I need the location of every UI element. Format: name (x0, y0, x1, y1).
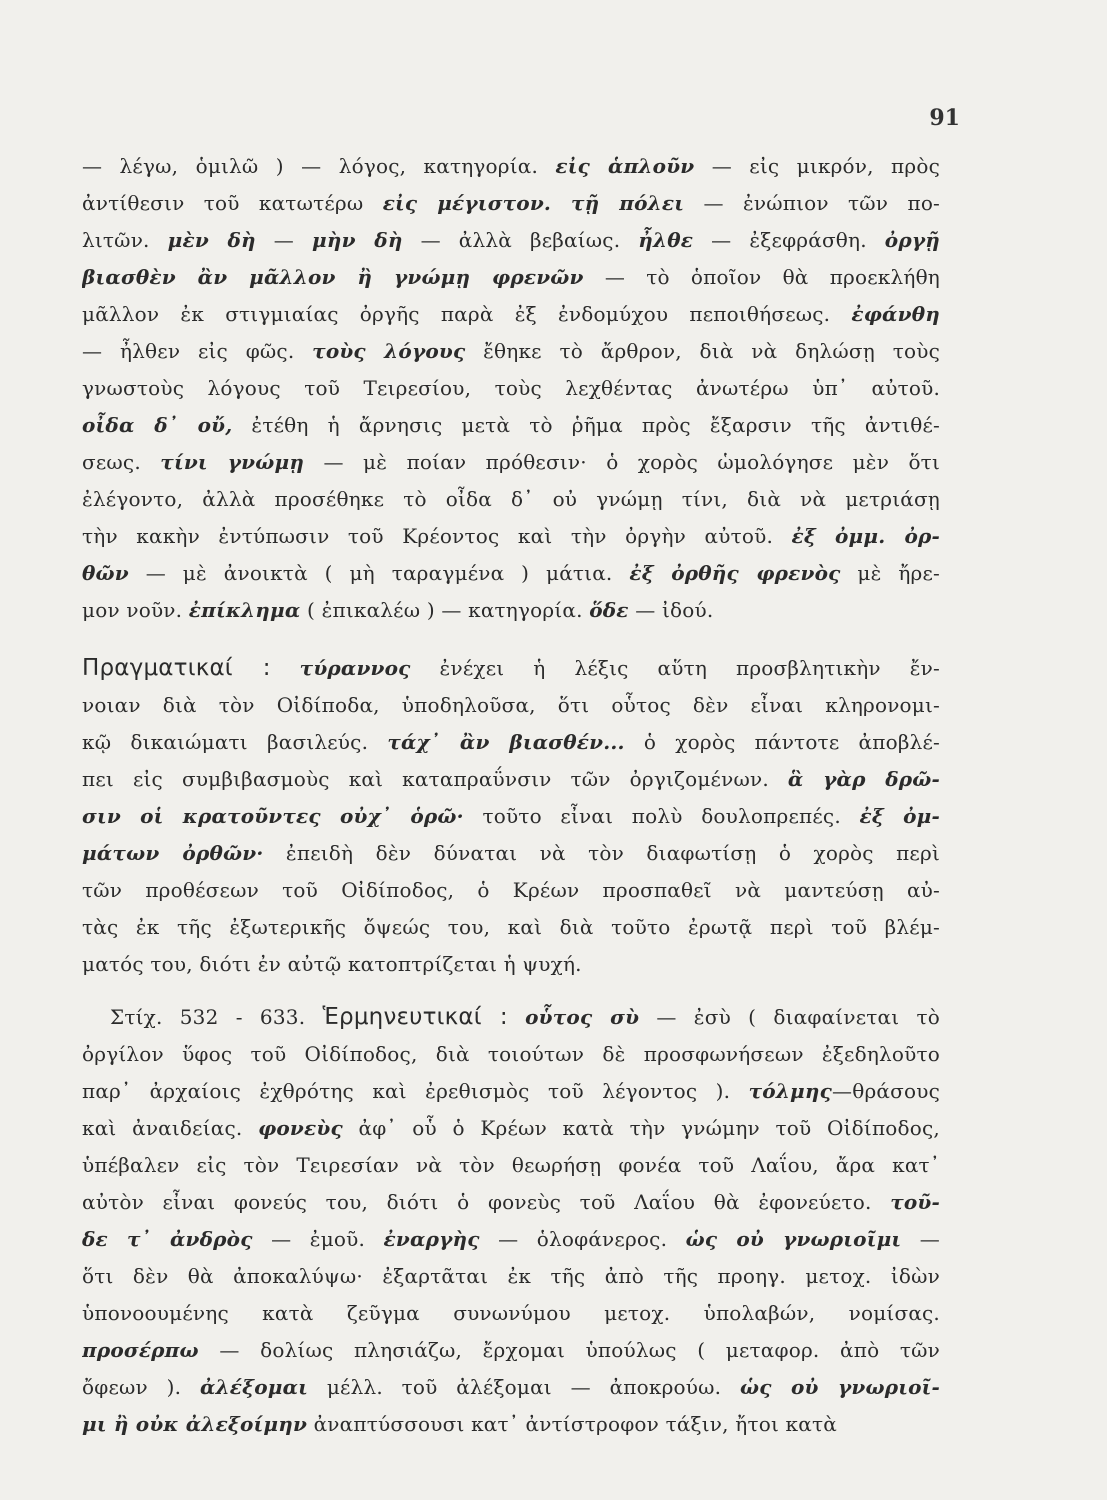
text-run: — εἰς μικρόν, πρὸς (694, 154, 940, 178)
lemma-term: οἶδα δ᾽ οὔ, (82, 413, 233, 437)
text-run: — ἐξεφράσθη. (693, 228, 885, 252)
text-run: — ἐσὺ ( διαφαίνεται τὸ (639, 1005, 940, 1029)
text-run: — δολίως πλησιάζω, ἔρχομαι ὑπούλως ( μεταφορ. ἀπὸ τῶν (198, 1338, 940, 1362)
text-line (82, 1110, 940, 1147)
text-run: — τὸ ὁποῖον θὰ προεκλήθη (583, 265, 940, 289)
text-run: — λέγω, ὁμιλῶ ) — λόγος, κατηγορία. (82, 154, 556, 178)
lemma-term: δε τ᾽ ἀνδρὸς (82, 1227, 253, 1251)
text-block-glossary (82, 148, 940, 629)
text-line (82, 555, 940, 592)
lemma-term: σιν οἱ κρατοῦντες οὐχ᾽ ὁρῶ· (82, 804, 464, 828)
lemma-term: ἐπίκλημα (188, 598, 301, 622)
text-run: ἀντίθεσιν τοῦ κατωτέρω (82, 191, 383, 215)
text-line (82, 296, 940, 333)
text-run: ἀφ᾽ οὗ ὁ Κρέων κατὰ τὴν γνώμην τοῦ Οἰδίποδος, (342, 1116, 940, 1140)
text-line (82, 148, 940, 185)
text-line (82, 872, 940, 909)
lemma-term: τάχ᾽ ἂν βιασθέν... (387, 730, 625, 754)
text-line (82, 909, 940, 946)
text-run: τὰς ἐκ τῆς ἐξωτερικῆς ὄψεώς του, καὶ διὰ τοῦτο ἐρωτᾷ περὶ τοῦ βλέμ- (82, 915, 940, 939)
lemma-term: ἐναργὴς (383, 1227, 480, 1251)
lemma-term: προσέρπω (82, 1338, 199, 1362)
text-block-pragmatikai (82, 650, 940, 983)
text-line (82, 1295, 940, 1332)
text-block-hermeneutikai (82, 999, 940, 1443)
text-line (82, 1184, 940, 1221)
page-number: 91 (929, 105, 960, 131)
lemma-term: ἐξ ὀμ- (859, 804, 940, 828)
lemma-term: μὴν δὴ (312, 228, 403, 252)
text-line (82, 1369, 940, 1406)
text-run: ἔθηκε τὸ ἄρθρον, διὰ νὰ δηλώσῃ τοὺς (465, 339, 940, 363)
lemma-term: οὗτος σὺ (525, 1005, 640, 1029)
text-run: ματός του, διότι ἐν αὐτῷ κατοπτρίζεται ἡ ψυχή. (82, 952, 582, 976)
lemma-term: ἐφάνθη (851, 302, 940, 326)
text-line (82, 259, 940, 296)
text-line (82, 1258, 940, 1295)
text-run: — ὁλοφάνερος. (479, 1227, 686, 1251)
lemma-term: μι ἢ οὐκ ἀλεξοίμην (82, 1412, 308, 1436)
text-run: γνωστοὺς λόγους τοῦ Τειρεσίου, τοὺς λεχθέντας ἀνωτέρω ὑπ᾽ αὐτοῦ. (82, 376, 940, 400)
text-line (82, 407, 940, 444)
lemma-term: ἐξ ὀρθῆς φρενὸς (629, 561, 841, 585)
lemma-term: εἰς ἁπλοῦν (555, 154, 695, 178)
text-line (82, 1073, 940, 1110)
text-run: — ἐνώπιον τῶν πο- (684, 191, 940, 215)
text-run: πει εἰς συμβιβασμοὺς καὶ καταπραΰνσιν τῶν ὀργιζομένων. (82, 767, 788, 791)
text-run: μὲ ἤρε- (840, 561, 940, 585)
text-line (82, 444, 940, 481)
lemma-term: ἦλθε (638, 228, 694, 252)
text-line (82, 761, 940, 798)
text-line (82, 687, 940, 724)
text-line (82, 518, 940, 555)
lemma-term: τοῦ- (890, 1190, 940, 1214)
text-run: τῶν προθέσεων τοῦ Οἰδίποδος, ὁ Κρέων προσπαθεῖ νὰ μαντεύσῃ αὐ- (82, 878, 940, 902)
text-run: μον νοῦν. (82, 598, 189, 622)
lemma-term: φονεὺς (258, 1116, 343, 1140)
lemma-term: ἃ γὰρ δρῶ- (787, 767, 940, 791)
text-run: ὑπέβαλεν εἰς τὸν Τειρεσίαν νὰ τὸν θεωρήσῃ φονέα τοῦ Λαΐου, ἄρα κατ᾽ (82, 1153, 940, 1177)
lemma-term: τύραννος (299, 656, 411, 680)
text-run: ἐλέγοντο, ἀλλὰ προσέθηκε τὸ οἶδα δ᾽ οὐ γνώμῃ τίνι, διὰ νὰ μετριάσῃ (82, 487, 940, 511)
lemma-term: μὲν δὴ (167, 228, 256, 252)
text-line (82, 946, 940, 983)
text-run: — (255, 228, 313, 252)
text-run: τὴν κακὴν ἐντύπωσιν τοῦ Κρέοντος καὶ τὴν ὀργὴν αὐτοῦ. (82, 524, 792, 548)
verse-range: Στίχ. 532 - 633. (110, 1005, 306, 1029)
text-run: ὑπονοουμένης κατὰ ζεῦγμα συνωνύμου μετοχ. ὑπολαβών, νομίσας. (82, 1301, 940, 1325)
text-line (82, 724, 940, 761)
lemma-term: ὀργῇ (884, 228, 940, 252)
section-first-line (82, 999, 940, 1036)
text-line (82, 370, 940, 407)
text-line (82, 333, 940, 370)
text-run: — ἀλλὰ βεβαίως. (402, 228, 639, 252)
text-line (82, 835, 940, 872)
text-run: παρ᾽ ἀρχαίοις ἐχθρότης καὶ ἐρεθισμὸς τοῦ λέγοντος ). (82, 1079, 749, 1103)
lemma-term: τόλμης (748, 1079, 833, 1103)
text-run: — ἰδού. (628, 598, 714, 622)
text-line (82, 222, 940, 259)
text-line (82, 798, 940, 835)
text-run: — ἐμοῦ. (252, 1227, 384, 1251)
lemma-term: ὡς οὐ γνωριοῖμι (685, 1227, 902, 1251)
text-run: μέλλ. τοῦ ἀλέξομαι — ἀποκρούω. (308, 1375, 740, 1399)
text-run: τοῦτο εἶναι πολὺ δουλοπρεπές. (463, 804, 860, 828)
text-run: — ἦλθεν εἰς φῶς. (82, 339, 313, 363)
lemma-term: ἐξ ὀμμ. ὀρ- (791, 524, 940, 548)
text-line (82, 1221, 940, 1258)
text-run: ἐπειδὴ δὲν δύναται νὰ τὸν διαφωτίσῃ ὁ χορὸς περὶ (263, 841, 940, 865)
lemma-term: τοὺς λόγους (312, 339, 466, 363)
text-line (82, 1147, 940, 1184)
text-run: σεως. (82, 450, 161, 474)
text-line (82, 1332, 940, 1369)
text-line (82, 185, 940, 222)
lemma-term: θῶν (82, 561, 129, 585)
lemma-term: μάτων ὀρθῶν· (82, 841, 264, 865)
text-run: — (901, 1227, 940, 1251)
section-heading: Πραγματικαί : (82, 655, 271, 681)
lemma-term: εἰς μέγιστον. τῇ πόλει (382, 191, 685, 215)
text-line (82, 1036, 940, 1073)
section-first-line (82, 650, 940, 687)
text-run: κῷ δικαιώματι βασιλεύς. (82, 730, 388, 754)
text-line (82, 481, 940, 518)
text-run: —θράσους (832, 1079, 940, 1103)
text-run: ἀναπτύσσουσι κατ᾽ ἀντίστροφον τάξιν, ἤτοι κατὰ (307, 1412, 837, 1436)
text-run: ὀργίλον ὕφος τοῦ Οἰδίποδος, διὰ τοιούτων δὲ προσφωνήσεων ἐξεδηλοῦτο (82, 1042, 940, 1066)
text-run: — μὲ ἀνοικτὰ ( μὴ ταραγμένα ) μάτια. (128, 561, 630, 585)
text-run: ὅτι δὲν θὰ ἀποκαλύψω· ἐξαρτᾶται ἐκ τῆς ἀπὸ τῆς προηγ. μετοχ. ἰδὼν (82, 1264, 940, 1288)
text-run: ( ἐπικαλέω ) — κατηγορία. (300, 598, 590, 622)
section-heading: Ἑρμηνευτικαί : (322, 1004, 508, 1030)
text-run: — μὲ ποίαν πρόθεσιν· ὁ χορὸς ὡμολόγησε μὲν ὅτι (304, 450, 940, 474)
text-run: ἐνέχει ἡ λέξις αὕτη προσβλητικὴν ἔν- (410, 656, 940, 680)
lemma-term: τίνι γνώμῃ (160, 450, 305, 474)
lemma-term: ὅδε (589, 598, 629, 622)
text-run: ἐτέθη ἡ ἄρνησις μετὰ τὸ ῥῆμα πρὸς ἔξαρσιν τῆς ἀντιθέ- (232, 413, 940, 437)
text-run: αὐτὸν εἶναι φονεύς του, διότι ὁ φονεὺς τοῦ Λαΐου θὰ ἐφονεύετο. (82, 1190, 891, 1214)
lemma-term: ἀλέξομαι (199, 1375, 309, 1399)
text-run: νοιαν διὰ τὸν Οἰδίποδα, ὑποδηλοῦσα, ὅτι οὗτος δὲν εἶναι κληρονομι- (82, 693, 940, 717)
lemma-term: βιασθὲν ἂν μᾶλλον ἢ γνώμῃ φρενῶν (82, 265, 584, 289)
lemma-term: ὡς οὐ γνωριοῖ- (739, 1375, 940, 1399)
text-line (82, 1406, 940, 1443)
text-run: λιτῶν. (82, 228, 168, 252)
text-run: μᾶλλον ἐκ στιγμιαίας ὀργῆς παρὰ ἐξ ἐνδομύχου πεποιθήσεως. (82, 302, 852, 326)
text-run: καὶ ἀναιδείας. (82, 1116, 259, 1140)
text-line (82, 592, 940, 629)
text-run: ὁ χορὸς πάντοτε ἀποβλέ- (624, 730, 940, 754)
text-run: ὄφεων ). (82, 1375, 200, 1399)
